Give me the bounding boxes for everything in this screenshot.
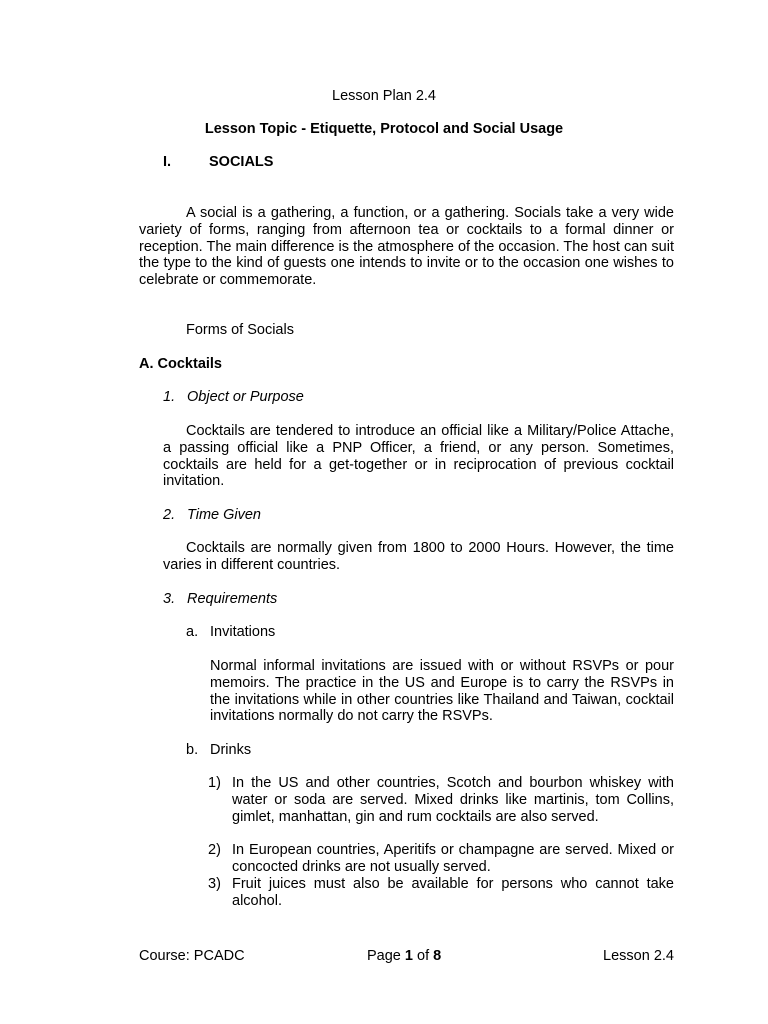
- item-body: Cocktails are tendered to introduce an official like a Military/Police Attache, a passing official like a PNP Officer, a friend, or any person. Sometimes, cocktails are held for a get-together or in reciprocation of previous cocktail invitation.: [163, 423, 674, 490]
- item-heading: [163, 507, 261, 524]
- list-number: 2): [208, 842, 221, 858]
- item-heading: [163, 389, 304, 406]
- subitem-letter: b.: [186, 742, 199, 758]
- list-number: 1): [208, 775, 221, 791]
- intro-paragraph: A social is a gathering, a function, or a gathering. Socials take a very wide variety of forms, ranging from afternoon tea or cocktails to a formal dinner or reception. The main difference is the atmosphere of the occasion. The host can suit the type to the kind of guests one intends to invite or to the occasion one wishes to celebrate or commemorate.: [139, 205, 674, 289]
- footer-course: Course: PCADC: [139, 948, 245, 964]
- forms-of-socials-label: Forms of Socials: [186, 322, 294, 338]
- item-number: 1.: [163, 389, 176, 405]
- list-text: Fruit juices must also be available for persons who cannot take alcohol.: [232, 876, 674, 909]
- lesson-topic: Lesson Topic - Etiquette, Protocol and Social Usage: [204, 121, 564, 137]
- invitations-body: Normal informal invitations are issued with or without RSVPs or pour memoirs. The practice in the US and Europe is to carry the RSVPs in the invitations while in other countries like Thailand and Taiwan, cocktail invitations normally do not carry the RSVPs.: [210, 658, 674, 725]
- total-pages: 8: [433, 948, 442, 964]
- page-of: of: [417, 948, 430, 964]
- lesson-plan-title: Lesson Plan 2.4: [332, 88, 436, 104]
- drinks-list-item: [208, 775, 674, 825]
- item-heading: [163, 591, 277, 608]
- drinks-list-item: [208, 842, 674, 876]
- subitem-heading: [186, 624, 275, 641]
- section-number: I.: [163, 154, 172, 170]
- cocktails-heading: A. Cocktails: [139, 356, 222, 372]
- list-number: 3): [208, 876, 221, 892]
- drinks-list-item: [208, 876, 674, 910]
- item-title: Time Given: [187, 507, 262, 523]
- subitem-title: Drinks: [210, 742, 252, 758]
- list-text: In European countries, Aperitifs or champagne are served. Mixed or concocted drinks are not usually served.: [232, 842, 674, 875]
- footer-lesson: Lesson 2.4: [603, 948, 674, 964]
- footer-page-number: [367, 948, 441, 965]
- item-number: 3.: [163, 591, 176, 607]
- item-number: 2.: [163, 507, 176, 523]
- subitem-heading: [186, 742, 251, 759]
- subitem-letter: a.: [186, 624, 199, 640]
- item-title: Requirements: [187, 591, 278, 607]
- list-text: In the US and other countries, Scotch and bourbon whiskey with water or soda are served. Mixed drinks like martinis, tom Collins, gimlet, manhattan, gin and rum cocktails are also served.: [232, 775, 674, 825]
- section-title: SOCIALS: [209, 154, 274, 170]
- item-body: Cocktails are normally given from 1800 to 2000 Hours. However, the time varies in different countries.: [163, 540, 674, 573]
- subitem-title: Invitations: [210, 624, 276, 640]
- item-title: Object or Purpose: [187, 389, 304, 405]
- current-page: 1: [404, 948, 413, 964]
- page-prefix: Page: [367, 948, 401, 964]
